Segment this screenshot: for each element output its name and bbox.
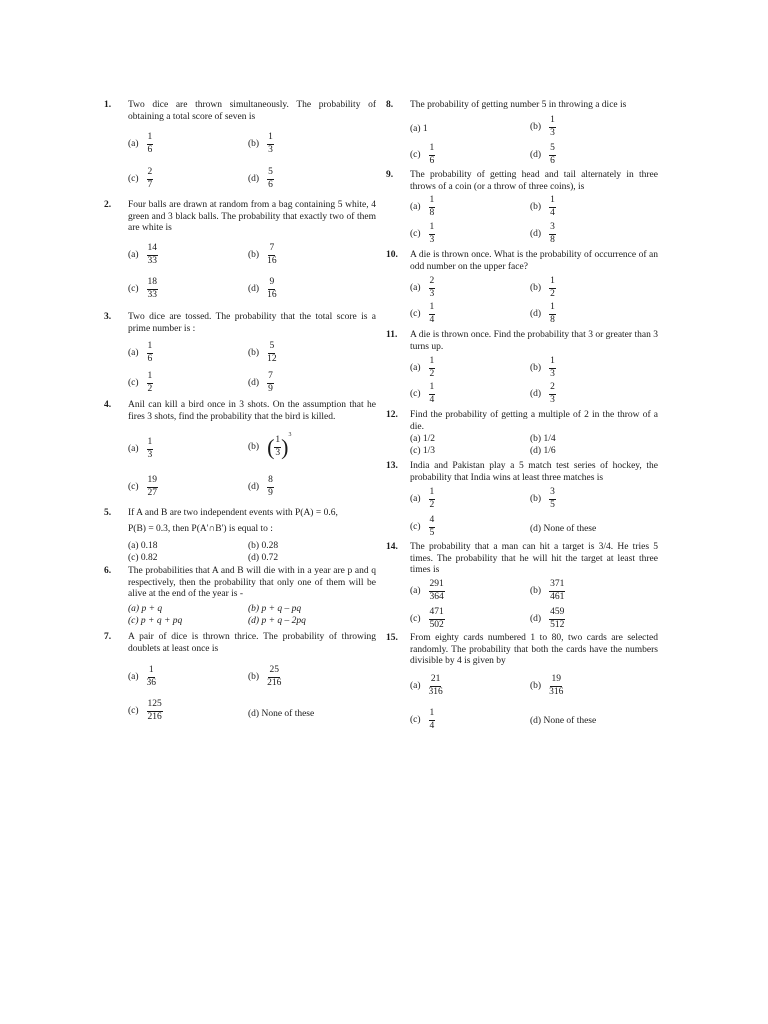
question-text: A pair of dice is thrown thrice. The probability of throwing doublets at least once is [128, 632, 376, 654]
option-b[interactable]: (b) $\frac{3}{5}$ [530, 487, 555, 510]
question-text: Two dice are thrown simultaneously. The probability of obtaining a total score of seven is [128, 100, 376, 122]
option-b[interactable]: (b) 0.28 [248, 541, 279, 551]
option-b[interactable]: (b) $\frac{1}{2}$ [530, 276, 555, 299]
question-number: 9. [386, 170, 394, 180]
option-b[interactable]: (b) $\frac{25}{216}$ [248, 665, 282, 688]
question-number: 10. [386, 250, 398, 260]
option-b[interactable]: (b) 1/4 [530, 434, 556, 444]
option-c[interactable]: (c) $\frac{1}{4}$ [410, 382, 435, 405]
option-a[interactable]: (a) $\frac{291}{364}$ [410, 579, 444, 602]
option-d[interactable]: (d) $\frac{9}{16}$ [248, 277, 277, 300]
option-c[interactable]: (c) $\frac{1}{2}$ [128, 371, 153, 394]
option-a[interactable]: (a) $\frac{14}{33}$ [128, 243, 158, 266]
option-c[interactable]: (c) $\frac{2}{7}$ [128, 167, 153, 190]
option-d[interactable]: (d) $\frac{1}{8}$ [530, 302, 555, 325]
question-number: 15. [386, 633, 398, 643]
option-d[interactable]: (d) 1/6 [530, 446, 556, 456]
question-number: 4. [104, 400, 112, 410]
question-text: A die is thrown once. Find the probability that 3 or greater than 3 turns up. [410, 330, 658, 352]
question-number: 12. [386, 410, 398, 420]
question-number: 13. [386, 461, 398, 471]
question-number: 5. [104, 508, 112, 518]
option-c[interactable]: (c) $\frac{1}{4}$ [410, 302, 435, 325]
option-b[interactable]: (b) $\frac{371}{461}$ [530, 579, 565, 602]
option-d[interactable]: (d) $\frac{2}{3}$ [530, 382, 555, 405]
option-a[interactable]: (a) $\frac{1}{36}$ [128, 665, 157, 688]
option-a[interactable]: (a) $\frac{1}{3}$ [128, 437, 153, 460]
option-d[interactable]: (d) $\frac{5}{6}$ [530, 143, 555, 166]
option-a[interactable]: (a) 1 [410, 124, 428, 134]
option-d[interactable]: (d) $\frac{3}{8}$ [530, 222, 555, 245]
option-a[interactable]: (a) $\frac{1}{2}$ [410, 356, 435, 379]
option-d[interactable]: (d) None of these [248, 709, 315, 719]
option-d[interactable]: (d) p + q – 2pq [248, 616, 306, 626]
option-b[interactable]: (b) $\frac{5}{12}$ [248, 341, 277, 364]
option-c[interactable]: (c) $\frac{125}{216}$ [128, 699, 162, 722]
question-number: 7. [104, 632, 112, 642]
option-a[interactable]: (a) $\frac{1}{6}$ [128, 341, 153, 364]
option-b[interactable]: (b) $\frac{7}{16}$ [248, 243, 277, 266]
question-text: Anil can kill a bird once in 3 shots. On the assumption that he fires 3 shots, find the probability that the bird is killed. [128, 400, 376, 422]
option-b[interactable]: (b) $\frac{1}{4}$ [530, 195, 555, 218]
question-text: The probability that a man can hit a target is 3/4. He tries 5 times. The probability that he will hit the target at least three times is [410, 542, 658, 576]
option-b[interactable]: (b) $\frac{1}{3}$ [530, 115, 555, 138]
question-text: The probabilities that A and B will die with in a year are p and q respectively, then the probability that only one of them will be alive at the end of the year is - [128, 566, 376, 600]
option-b[interactable]: (b) $\frac{1}{3}$ [248, 132, 273, 155]
question-number: 8. [386, 100, 394, 110]
question-text: The probability of getting head and tail alternately in three throws of a coin (or a throw of three coins), is [410, 170, 658, 192]
option-a[interactable]: (a) $\frac{2}{3}$ [410, 276, 435, 299]
question-number: 6. [104, 566, 112, 576]
option-b[interactable]: (b) p + q – pq [248, 604, 302, 614]
question-text: Two dice are tossed. The probability that the total score is a prime number is : [128, 312, 376, 334]
option-c[interactable]: (c) 0.82 [128, 553, 158, 563]
question-number: 1. [104, 100, 112, 110]
question-number: 14. [386, 542, 398, 552]
option-b[interactable]: (b) ( $\frac{1}{3}$ )$^3$ [248, 432, 292, 460]
question-text: From eighty cards numbered 1 to 80, two cards are selected randomly. The probability that both the cards have the numbers divisible by 4 is given by [410, 633, 658, 667]
option-d[interactable]: (d) $\frac{5}{6}$ [248, 167, 273, 190]
option-a[interactable]: (a) p + q [128, 604, 163, 614]
option-d[interactable]: (d) None of these [530, 716, 597, 726]
option-d[interactable]: (d) 0.72 [248, 553, 279, 563]
question-text: Four balls are drawn at random from a bag containing 5 white, 4 green and 3 black balls. The probability that exactly two of them are white is [128, 200, 376, 234]
question-number: 3. [104, 312, 112, 322]
option-c[interactable]: (c) $\frac{18}{33}$ [128, 277, 158, 300]
option-a[interactable]: (a) $\frac{1}{2}$ [410, 487, 435, 510]
option-a[interactable]: (a) $\frac{21}{316}$ [410, 674, 443, 697]
option-c[interactable]: (c) 1/3 [410, 446, 436, 456]
question-text: India and Pakistan play a 5 match test series of hockey, the probability that India wins at least three matches is [410, 461, 658, 483]
option-a[interactable]: (a) $\frac{1}{8}$ [410, 195, 435, 218]
option-d[interactable]: (d) $\frac{7}{9}$ [248, 371, 273, 394]
option-c[interactable]: (c) $\frac{4}{5}$ [410, 515, 435, 538]
option-c[interactable]: (c) $\frac{1}{3}$ [410, 222, 435, 245]
option-d[interactable]: (d) $\frac{459}{512}$ [530, 607, 565, 630]
option-a[interactable]: (a) 1/2 [410, 434, 436, 444]
option-c[interactable]: (c) p + q + pq [128, 616, 183, 626]
question-text: A die is thrown once. What is the probability of occurrence of an odd number on the upper face? [410, 250, 658, 272]
option-a[interactable]: (a) 0.18 [128, 541, 158, 551]
option-c[interactable]: (c) $\frac{471}{502}$ [410, 607, 444, 630]
option-d[interactable]: (d) None of these [530, 524, 597, 534]
option-b[interactable]: (b) $\frac{1}{3}$ [530, 356, 555, 379]
option-c[interactable]: (c) $\frac{1}{4}$ [410, 708, 435, 731]
option-b[interactable]: (b) $\frac{19}{316}$ [530, 674, 564, 697]
option-d[interactable]: (d) $\frac{8}{9}$ [248, 475, 273, 498]
option-a[interactable]: (a) $\frac{1}{6}$ [128, 132, 153, 155]
option-c[interactable]: (c) $\frac{19}{27}$ [128, 475, 158, 498]
question-number: 2. [104, 200, 112, 210]
question-number: 11. [386, 330, 398, 340]
option-c[interactable]: (c) $\frac{1}{6}$ [410, 143, 435, 166]
question-text: If A and B are two independent events with P(A) = 0.6, P(B) = 0.3, then P(A'∩B') is equal to : [128, 508, 338, 534]
question-text: Find the probability of getting a multiple of 2 in the throw of a die. [410, 410, 658, 432]
question-text: The probability of getting number 5 in throwing a dice is [410, 100, 627, 110]
